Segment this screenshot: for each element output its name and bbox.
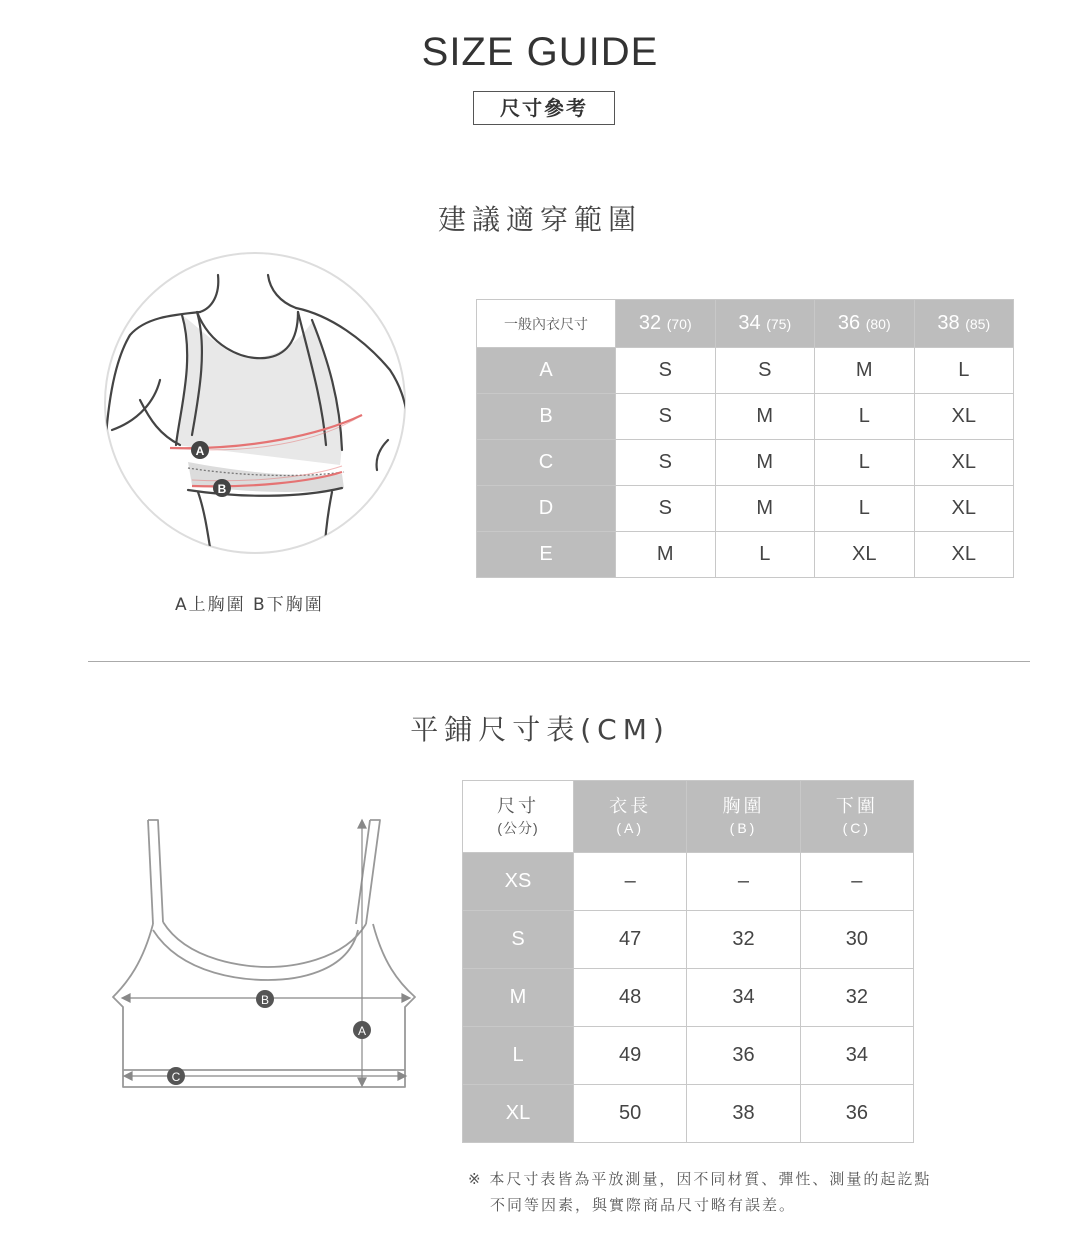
table-row — [477, 394, 1014, 440]
table-cell: M — [715, 486, 815, 532]
table-cell: 34 — [800, 1027, 913, 1085]
table-row — [477, 348, 1014, 394]
table-cell: 36 — [687, 1027, 800, 1085]
table-cell: S — [616, 440, 716, 486]
row-header: C — [477, 440, 616, 486]
column-header: 36 (80) — [815, 300, 915, 348]
column-header: 胸圍 (B) — [687, 781, 800, 853]
marker-c — [167, 1067, 185, 1085]
table-cell: M — [715, 394, 815, 440]
row-header: M — [463, 969, 574, 1027]
column-header: 34 (75) — [715, 300, 815, 348]
column-header: 38 (85) — [914, 300, 1014, 348]
table-cell: 49 — [574, 1027, 687, 1085]
table-header-row — [477, 300, 1014, 348]
row-header: L — [463, 1027, 574, 1085]
table-cell: S — [715, 348, 815, 394]
row-header: XS — [463, 853, 574, 911]
diagram-legend: A上胸圍 B下胸圍 — [175, 595, 324, 615]
note-line-1: ※ 本尺寸表皆為平放測量，因不同材質、彈性、測量的起訖點 — [468, 1170, 932, 1188]
fit-range-title: 建議適穿範圍 — [437, 203, 642, 236]
table-row — [463, 911, 914, 969]
section-divider — [88, 661, 1030, 662]
table-cell: M — [616, 532, 716, 578]
table-cell: L — [815, 440, 915, 486]
table-row — [477, 440, 1014, 486]
table-row — [463, 1085, 914, 1143]
table-cell: – — [800, 853, 913, 911]
flat-size-title: 平鋪尺寸表(CM) — [410, 713, 670, 746]
table-cell: XL — [914, 394, 1014, 440]
table-cell: S — [616, 394, 716, 440]
row-header: E — [477, 532, 616, 578]
table-cell: 34 — [687, 969, 800, 1027]
table-cell: L — [815, 394, 915, 440]
table-cell: – — [687, 853, 800, 911]
table-cell: L — [815, 486, 915, 532]
table-cell: XL — [914, 440, 1014, 486]
table-row — [463, 853, 914, 911]
svg-text:A: A — [357, 1024, 367, 1038]
marker-a — [353, 1021, 371, 1039]
table-cell: XL — [914, 486, 1014, 532]
flat-garment-diagram — [108, 812, 428, 1097]
svg-text:B: B — [217, 482, 227, 496]
flat-size-table — [462, 780, 914, 1143]
fit-range-table — [476, 299, 1014, 578]
column-header: 32 (70) — [616, 300, 716, 348]
table-cell: 48 — [574, 969, 687, 1027]
table-cell: XL — [815, 532, 915, 578]
table-row — [477, 532, 1014, 578]
table-cell: 32 — [800, 969, 913, 1027]
svg-text:B: B — [260, 993, 270, 1007]
table-cell: – — [574, 853, 687, 911]
table-cell: 50 — [574, 1085, 687, 1143]
table-cell: 30 — [800, 911, 913, 969]
marker-b — [256, 990, 274, 1008]
table-row — [463, 969, 914, 1027]
table-row — [477, 486, 1014, 532]
marker-a — [191, 441, 209, 459]
row-header: B — [477, 394, 616, 440]
bust-measure-diagram — [100, 250, 410, 560]
table-cell: 47 — [574, 911, 687, 969]
column-header: 下圍 (C) — [800, 781, 913, 853]
row-header: S — [463, 911, 574, 969]
table-cell: 36 — [800, 1085, 913, 1143]
table-header-row — [463, 781, 914, 853]
page-subtitle: 尺寸參考 — [473, 91, 615, 125]
column-header: 衣長 (A) — [574, 781, 687, 853]
svg-text:A: A — [195, 444, 205, 458]
row-header: XL — [463, 1085, 574, 1143]
table-cell: L — [715, 532, 815, 578]
measurement-note — [468, 1166, 931, 1218]
marker-b — [213, 479, 231, 497]
table-row — [463, 1027, 914, 1085]
row-header: D — [477, 486, 616, 532]
page-title: SIZE GUIDE — [421, 30, 659, 74]
table-cell: L — [914, 348, 1014, 394]
table-cell: S — [616, 348, 716, 394]
table-cell: 38 — [687, 1085, 800, 1143]
table-cell: 32 — [687, 911, 800, 969]
svg-text:C: C — [171, 1070, 181, 1084]
note-line-2: 不同等因素，與實際商品尺寸略有誤差。 — [490, 1196, 797, 1214]
table-cell: M — [715, 440, 815, 486]
table-corner-label: 一般內衣尺寸 — [477, 300, 616, 348]
table-cell: XL — [914, 532, 1014, 578]
row-header: A — [477, 348, 616, 394]
table-corner-label: 尺寸 (公分) — [463, 781, 574, 853]
table-cell: M — [815, 348, 915, 394]
table-cell: S — [616, 486, 716, 532]
